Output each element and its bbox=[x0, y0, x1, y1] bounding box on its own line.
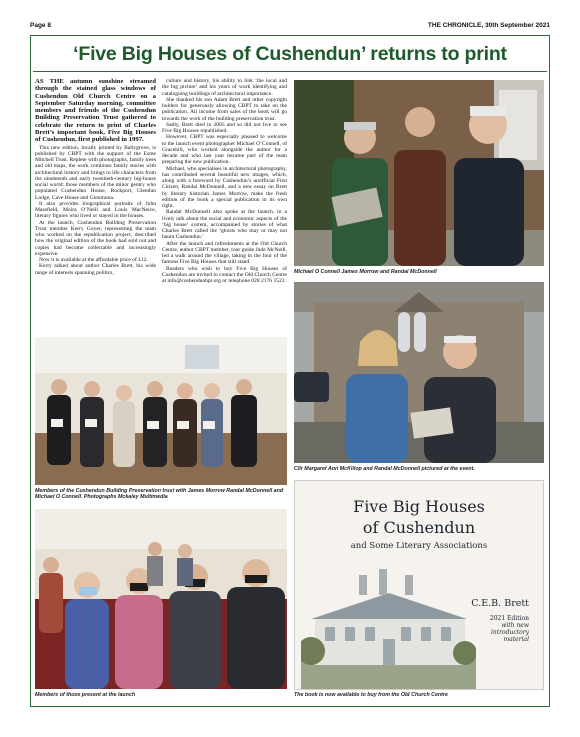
paragraph: Randal McDonnell also spoke at the launch, in a lively talk about the social and economic aspects of the ‘big house’ system, accompanied by stories of what Charles Brett called the ‘ghosts who may or may not haunt Cushendun.’ bbox=[162, 209, 287, 241]
photo-launch-audience bbox=[35, 509, 287, 689]
page-header bbox=[30, 22, 550, 32]
paragraph: After the launch and refreshments at the Old Church Centre, author CBPT member, tour guide Jude McNeill, led a walk around the village, taking in the four of the famous Five Big Houses that still stand. bbox=[162, 240, 287, 266]
book-cover bbox=[294, 480, 544, 690]
book-title-line-1: Five Big Houses bbox=[353, 497, 485, 516]
paragraph: Kerry talked about author Charles Brett, his wide range of interests spanning politics, bbox=[35, 263, 156, 276]
article-column-2 bbox=[162, 78, 287, 336]
edition-note: introductory bbox=[490, 629, 529, 636]
caption-photo-3: Members of the Cushendun Building Preservation trust with James Morrow Randal McDonnell and Michael O Connell. Photographs Mckaley Multimedia bbox=[35, 488, 284, 501]
article-column-1 bbox=[35, 78, 156, 338]
publication-date: THE CHRONICLE, 30th September 2021 bbox=[427, 22, 550, 29]
paragraph: At the launch, Cushendun Building Preservation Trust member Kerry Goyer, representing the team who worked on the republication project, described how the original edition of the book had sold out and copies had become collectable and increasingly expensive. bbox=[35, 219, 156, 257]
article-lead: AS THE autumn sunshine streamed through the stained glass windows of Cushendun Old Church Centre on a September Saturday morning, committee members and friends of the Cushendun Building Preservation Trust gathered to celebrate the return to print of Charles Brett’s important book, Five Big Houses of Cushendun, first published in 1997. bbox=[35, 78, 156, 144]
paragraph: Sadly, Brett died in 2005 and so did not live to see Five Big Houses republished. bbox=[162, 121, 287, 134]
paragraph: She thanked his son Adam Brett and other copyright holders for generously allowing CBPT to take on the publication. All income from sales of the book will go towards the work of the building preservation trust. bbox=[162, 96, 287, 122]
caption-photo-1: Michael O Connell James Morrow and Randal McDonnell bbox=[294, 269, 437, 275]
page-number: Page 8 bbox=[30, 22, 51, 29]
photo-councillor-and-randal bbox=[294, 282, 544, 463]
book-edition bbox=[469, 615, 529, 643]
paragraph: It also provides biographical portraits of John Masefield, Moira O’Neill and Louis MacNeice, literary figures who lived or stayed in the houses. bbox=[35, 200, 156, 220]
photo-three-men-with-book bbox=[294, 80, 544, 266]
book-title-line-2: of Cushendun bbox=[362, 518, 476, 537]
photo-trust-members-group bbox=[35, 337, 287, 485]
article-frame bbox=[30, 35, 550, 707]
edition-label: 2021 Edition bbox=[489, 615, 529, 622]
headline: ‘Five Big Houses of Cushendun’ returns to print bbox=[33, 38, 547, 72]
paragraph: However, CBPT was especially pleased to welcome to the launch event photographer Michael O’Connell, of Gracehill, who worked alongside the author for a decade and who last year became part of the team preparing the new publication. bbox=[162, 134, 287, 166]
book-author: C.E.B. Brett bbox=[471, 598, 529, 609]
edition-note: material bbox=[503, 636, 529, 643]
paragraph: Readers who wish to buy Five Big Houses of Cushendun are invited to contact the Old Church Centre at info@cushendunbpt.org or telephone 028 2176 1522. bbox=[162, 265, 287, 284]
house-illustration bbox=[301, 563, 476, 689]
paragraph: Michael, who specialises in architectural photography, has contributed several beautiful new images, which, along with a foreword by Cushendun’s unofficial First Citizen, Randal McDonnell, and a new essay on Brett by literary historian James Morrow, make the fresh edition of the book a special publication in its own right. bbox=[162, 165, 287, 209]
caption-book: The book is now available to buy from the Old Church Centre bbox=[294, 692, 448, 698]
caption-photo-2: Cllr Margaret Ann McKillop and Randal McDonnell pictured at the event. bbox=[294, 466, 475, 472]
paragraph: Now it is available at the affordable price of £12. bbox=[39, 257, 148, 264]
book-subtitle: and Some Literary Associations bbox=[350, 541, 488, 551]
paragraph: This new edition, locally printed by Ballygrove, is published by CBPT with the support of the Esme Mitchell Trust. Replete with photographs, family trees and old maps, the work combines family stories with architectural history and brings to life characters from the nineteenth and early twentieth-century big-house social world: those members of the minor gentry who populated Cushendun House, Rockport, Glendun Lodge, Cave House and Glenmona. bbox=[35, 144, 156, 201]
caption-photo-4: Members of those present at the launch bbox=[35, 692, 136, 698]
paragraph: culture and history, his ability to link ‘the local and the big picture’ and his years of work identifying and cataloguing buildings of architectural importance. bbox=[162, 78, 287, 97]
edition-note: with new bbox=[501, 622, 529, 629]
